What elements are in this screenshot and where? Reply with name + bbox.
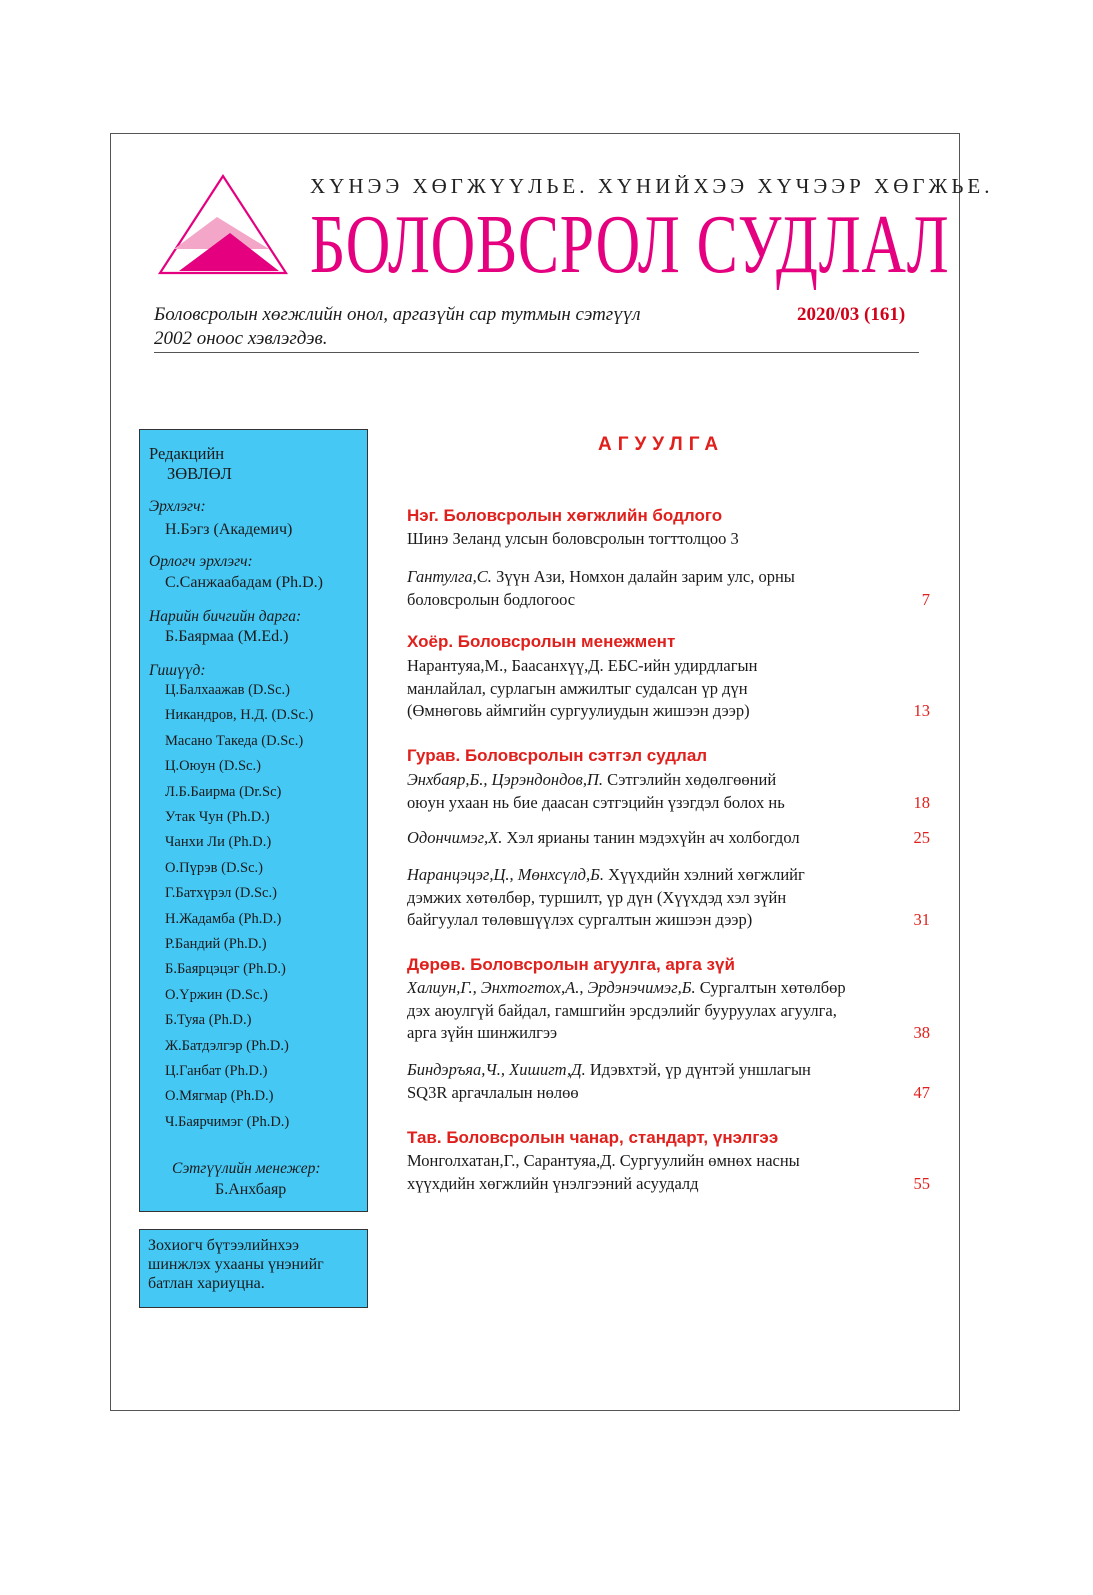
toc-section-title: Нэг. Боловсролын хөгжлийн бодлого xyxy=(407,506,723,525)
toc-entry-line xyxy=(407,655,930,678)
issue-number: 2020/03 (161) xyxy=(797,304,906,325)
toc-heading: АГУУЛГА xyxy=(598,434,725,455)
toc-entry[interactable] xyxy=(407,566,930,611)
board-member: Ж.Батдэлгэр (Ph.D.) xyxy=(165,1037,289,1054)
toc-entry-text: Зүүн Ази, Номхон далайн зарим улс, орны xyxy=(491,567,795,586)
toc-entry-text: хүүхдийн хөгжлийн үнэлгээний асуудалд xyxy=(407,1173,699,1193)
toc-page-number: 38 xyxy=(913,1023,930,1042)
toc-entry[interactable] xyxy=(407,827,930,850)
toc-entry-line xyxy=(407,909,930,932)
journal-motto: ХҮНЭЭ ХӨГЖҮҮЛЬЕ. ХҮНИЙХЭЭ ХҮЧЭЭР ХӨГЖЬЕ. xyxy=(310,174,994,198)
board-member: Б.Баярцэцэг (Ph.D.) xyxy=(165,961,286,978)
toc-entry-line xyxy=(407,864,930,887)
toc-entry-line xyxy=(407,977,930,1000)
deputy-name: С.Санжаабадам (Ph.D.) xyxy=(165,574,323,591)
toc-entry-author: Энхбаяр,Б., Цэрэндондов,П. xyxy=(407,770,603,789)
toc-section-title: Тав. Боловсролын чанар, стандарт, үнэлгээ xyxy=(407,1128,779,1147)
board-member: Н.Жадамба (Ph.D.) xyxy=(165,910,282,927)
toc-entry-line xyxy=(407,1082,930,1105)
toc-entry-text: Хэл ярианы танин мэдэхүйн ач холбогдол xyxy=(502,828,800,847)
toc-section-title: Гурав. Боловсролын сэтгэл судлал xyxy=(407,746,708,765)
board-member: О.Үржин (D.Sc.) xyxy=(165,986,268,1003)
board-member: Р.Бандий (Ph.D.) xyxy=(165,936,267,952)
board-heading: Редакцийн xyxy=(149,444,225,463)
board-member: Ц.Балхаажав (D.Sc.) xyxy=(165,682,290,698)
toc-entry-text: дэх аюулгүй байдал, гамшгийн эрсдэлийг бууруулах агуулга, xyxy=(407,1000,837,1020)
toc-entry-line xyxy=(407,769,930,792)
board-member: Л.Б.Баирма (Dr.Sc) xyxy=(165,783,282,800)
board-member: О.Пүрэв (D.Sc.) xyxy=(165,859,264,876)
toc-page-number: 18 xyxy=(913,792,930,812)
note-line: шинжлэх ухааны үнэнийг xyxy=(148,1256,324,1273)
board-member: Ц.Оюун (D.Sc.) xyxy=(165,758,261,775)
toc-entry-text: (Өмнөговь аймгийн сургуулиудын жишээн дээр) xyxy=(407,701,750,720)
toc-entry-text: арга зүйн шинжилгээ xyxy=(407,1023,558,1042)
toc-entry-text: боловсролын бодлогоос xyxy=(407,589,576,609)
note-line: Зохиогч бүтээлийнхээ xyxy=(148,1237,299,1254)
toc-entry-text: оюун ухаан нь бие даасан сэтгэцийн үзэгдэл болох нь xyxy=(407,792,785,812)
deputy-role: Орлогч эрхлэгч: xyxy=(149,553,253,570)
board-member: Г.Батхүрэл (D.Sc.) xyxy=(165,885,277,902)
toc-entry-line xyxy=(407,678,930,701)
toc-entry-text: SQ3R аргачлалын нөлөө xyxy=(407,1082,579,1102)
toc-entry[interactable] xyxy=(407,528,930,551)
toc-entry[interactable] xyxy=(407,864,930,932)
chief-role: Эрхлэгч: xyxy=(149,498,206,515)
note-line: батлан хариуцна. xyxy=(148,1275,265,1292)
board-member: Никандров, Н.Д. (D.Sc.) xyxy=(165,707,314,724)
toc-entry-author: Гантулга,С. xyxy=(407,567,492,586)
toc-page-number: 31 xyxy=(913,910,930,929)
toc-entry-line xyxy=(407,589,930,612)
toc-page-number: 13 xyxy=(913,701,930,720)
toc-entry-text: дэмжих хөтөлбөр, туршилт, үр дүн (Хүүхдэд хэл зүйн xyxy=(407,887,787,907)
toc-page-number: 55 xyxy=(913,1173,930,1193)
toc-page-number: 47 xyxy=(913,1082,930,1102)
toc-entry[interactable] xyxy=(407,655,930,723)
board-member: О.Мягмар (Ph.D.) xyxy=(165,1088,274,1105)
board-heading-sub: ЗӨВЛӨЛ xyxy=(167,464,232,483)
members-role: Гишүүд: xyxy=(149,662,206,679)
editorial-board-box xyxy=(139,429,368,1212)
toc-page-number: 25 xyxy=(913,828,930,847)
toc-entry-text: Хүүхдийн хэлний хөгжлийг xyxy=(603,865,805,884)
toc-entry-author: Одончимэг,Х. xyxy=(407,828,503,847)
chief-name: Н.Бэгз (Академич) xyxy=(165,521,293,538)
toc-entry-text: Монголхатан,Г., Сарантуяа,Д. Сургуулийн өмнөх насны xyxy=(407,1151,800,1170)
board-member: Б.Туяа (Ph.D.) xyxy=(165,1012,252,1029)
toc-entry-line xyxy=(407,792,930,815)
toc-entry-text: Идэвхтэй, үр дүнтэй уншлагын xyxy=(585,1060,811,1079)
author-responsibility-note xyxy=(139,1229,368,1308)
board-member: Чанхи Ли (Ph.D.) xyxy=(165,834,272,851)
toc-entry-line xyxy=(407,1150,930,1173)
toc-entry[interactable] xyxy=(407,977,930,1045)
toc-entry-line xyxy=(407,1000,930,1023)
toc-entry-text: байгуулал төлөвшүүлэх сургалтын жишээн дээр) xyxy=(407,910,753,929)
board-member: Масано Такеда (D.Sc.) xyxy=(165,732,304,749)
toc-entry-author: Халиун,Г., Энхтогтох,А., Эрдэнэчимэг,Б. xyxy=(407,978,696,997)
toc-section-title: Дөрөв. Боловсролын агуулга, арга зүй xyxy=(407,955,735,974)
toc-entry-line xyxy=(407,887,930,910)
toc-entry-line xyxy=(407,827,930,850)
toc-entry-text: манлайлал, сурлагын амжилтыг судалсан үр дүн xyxy=(407,678,748,698)
toc-entry-line xyxy=(407,1059,930,1082)
manager-role: Сэтгүүлийн менежер: xyxy=(172,1160,321,1177)
secretary-name: Б.Баярмаа (M.Ed.) xyxy=(165,628,289,645)
subtitle-line: Боловсролын хөгжлийн онол, аргазүйн сар тутмын сэтгүүл xyxy=(154,304,641,325)
toc-entry-line xyxy=(407,528,930,551)
header-divider xyxy=(154,352,919,353)
toc-entry-line xyxy=(407,1173,930,1196)
journal-subtitle xyxy=(154,303,641,351)
secretary-role: Нарийн бичгийн дарга: xyxy=(149,608,302,625)
manager-name: Б.Анхбаяр xyxy=(215,1181,287,1198)
toc-page-number: 7 xyxy=(921,589,930,609)
toc-entry-line xyxy=(407,566,930,589)
toc-entry-text: Шинэ Зеланд улсын боловсролын тогттолцоо 3 xyxy=(407,529,739,548)
toc-entry-text: Сэтгэлийн хөдөлгөөний xyxy=(603,770,777,789)
toc-entry-text: Сургалтын хөтөлбөр xyxy=(695,978,846,997)
toc-entry-author: Биндэръяа,Ч., Хишигт,Д. xyxy=(407,1060,586,1079)
triangle-logo-icon xyxy=(157,173,289,276)
toc-entry-author: Наранцэцэг,Ц., Мөнхсүлд,Б. xyxy=(407,865,604,884)
board-member: Ч.Баярчимэг (Ph.D.) xyxy=(165,1113,290,1130)
toc-entry[interactable] xyxy=(407,769,930,814)
board-member: Утак Чун (Ph.D.) xyxy=(165,809,270,825)
toc-entry-text: Нарантуяа,М., Баасанхүү,Д. ЕБС-ийн удирдлагын xyxy=(407,656,758,675)
subtitle-line: 2002 оноос хэвлэгдэв. xyxy=(154,328,328,349)
toc-entry-line xyxy=(407,1022,930,1045)
toc-entry[interactable] xyxy=(407,1150,930,1195)
journal-title: БОЛОВСРОЛ СУДЛАЛ xyxy=(310,198,950,291)
board-member: Ц.Ганбат (Ph.D.) xyxy=(165,1063,268,1079)
toc-section-title: Хоёр. Боловсролын менежмент xyxy=(407,632,676,651)
toc-entry[interactable] xyxy=(407,1059,930,1104)
toc-entry-line xyxy=(407,700,930,723)
